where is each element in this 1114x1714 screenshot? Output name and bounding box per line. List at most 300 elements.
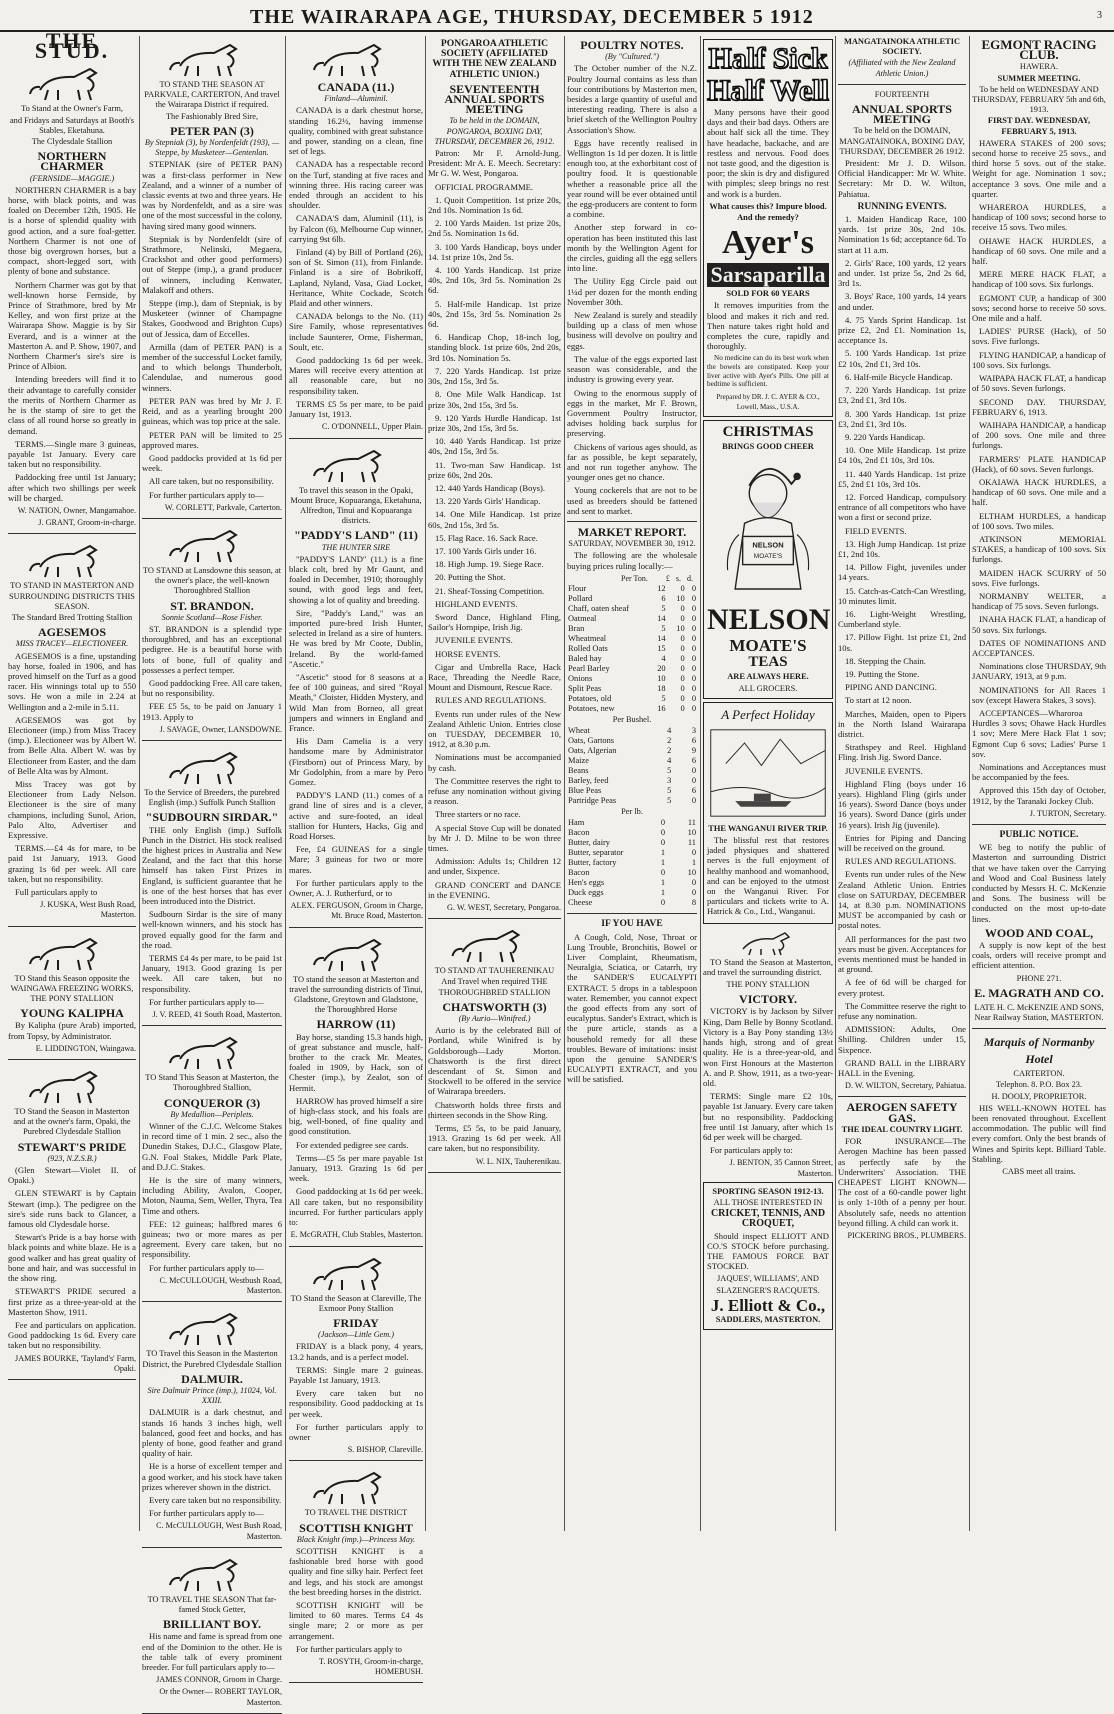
ad-heading: SPORTING SEASON 1912-13. (712, 1186, 824, 1196)
stud-advert (8, 932, 136, 1060)
race-item: FARMERS' PLATE HANDICAP (Hack), of 60 sovs. Seven furlongs. (972, 453, 1106, 474)
market-row (567, 878, 697, 888)
price-value: 12 (657, 583, 666, 593)
column-adverts (703, 36, 833, 1531)
advertiser-signature: JAMES CONNOR, Groom in Charge. (156, 1675, 282, 1685)
programme-item: 8. 300 Yards Handicap. 1st prize £3, 2nd £1, 3rd 10s. (838, 408, 966, 429)
advert-paragraph: 11. Two-man Saw Handicap. 1st prize 60s, 2nd 20s. (428, 459, 561, 480)
stud-advert (289, 1466, 423, 1683)
ad-headline: Half Well (707, 74, 829, 107)
divider (838, 1096, 966, 1097)
stud-advert (142, 38, 282, 519)
pedigree-line: Sire Dalmuir Prince (imp.), 11024, Vol. XXIII. (147, 1385, 277, 1406)
race-item: OHAWE HACK HURDLES, a handicap of 60 sovs. One mile and a half. (972, 235, 1106, 267)
commodity-name: Oats, Gartons (568, 736, 615, 746)
advert-paragraph: TERMS.—Single mare 3 guineas, payable 1st January. Every care taken but no responsibility. (8, 438, 136, 470)
advert-paragraph: All care taken, but no responsibility. (149, 476, 274, 487)
ad-headline: Half Sick (708, 42, 828, 75)
advert-paragraph: 20. Putting the Shot. (435, 572, 506, 583)
market-row (567, 704, 697, 714)
horse-name: "SUDBOURN SIRDAR." (145, 810, 279, 825)
section-heading: THE STUD. (34, 28, 110, 64)
commodity-name: Barley, feed (568, 776, 609, 786)
advert-paragraph: 15. Flag Race. 16. Sack Race. (435, 532, 538, 543)
market-row (567, 584, 697, 594)
horse-name: BRILLIANT BOY. (162, 1617, 262, 1632)
price-value: 0 (680, 703, 685, 713)
advert-paragraph: 7. 220 Yards Handicap. 1st prize 30s, 2nd 15s, 3rd 5s. (428, 365, 561, 387)
horse-name: FRIDAY (333, 1315, 379, 1330)
price-value: 1 (691, 858, 696, 868)
club-place: HAWERA. (1019, 62, 1059, 72)
advert-line: TO Stand the Season in Masterton and at the owner's farm, Opaki, the Purebred Clydesdale Stallion (13, 1107, 131, 1137)
price-value: 0 (691, 603, 696, 613)
advert-paragraph: Chatsworth holds three firsts and thirteen seconds in the Show Ring. (428, 1099, 561, 1120)
advertiser-signature: E. McGRATH, Club Stables, Masterton. (290, 1230, 423, 1240)
advert-paragraph: "PADDY'S LAND" (11.) is a fine black colt, bred by Mr Gaunt, and foaled in December, 1910; thoroughly sound, with good legs and feet, showing a lot of quality and breeding. (289, 553, 423, 605)
divider (8, 926, 136, 927)
market-table-ton (567, 584, 697, 714)
commodity-name: Pearl Barley (568, 663, 610, 673)
advert-paragraph: CANADA is a dark chestnut horse, standing 16.2½, having immense quality, combined with great substance and power, standing on a clean, fine set of legs. (289, 105, 423, 157)
advert-paragraph: PETER PAN was bred by Mr J. F. Reid, and as a yearling brought 200 guineas, which was top price at the sale. (142, 395, 282, 427)
horse-illustration (289, 1466, 423, 1506)
market-row (567, 654, 697, 664)
advert-paragraph: Winner of the C.J.C. Welcome Stakes in record time of 1 min. 2 sec., also the Dunedin Stakes, D.J.C., Glasgow Plate, G.N. Foal Stakes, Middle Park Plate, and D.J.C. Stakes. (142, 1121, 282, 1172)
stud-advert (142, 1553, 282, 1714)
price-value: 14 (657, 613, 666, 623)
advert-paragraph: Admission: Adults 1s; Children 12 and under, Sixpence. (428, 856, 561, 877)
programme-item: 2. Girls' Race, 100 yards, 12 years and under. 1st prize 5s, 2nd 2s 6d, 3rd 1s. (838, 257, 966, 289)
pedigree-line: By Stepniak (3), by Nordenfeldt (193), —Steppe, by Musketeer—Gentenlan. (144, 138, 280, 158)
price-value: 0 (691, 633, 696, 643)
advert-paragraph: OFFICIAL PROGRAMME. (435, 181, 534, 192)
market-row (567, 818, 697, 828)
price-value: 6 (691, 756, 696, 766)
advert-paragraph: Stewart's Pride is a bay horse with black points and white blaze. He is a good walker and has great quality of bone and hair, and was successful in the show ring. (8, 1232, 136, 1284)
brand-name: TEAS (748, 654, 788, 671)
market-table-lb (567, 818, 697, 908)
race-item: HAWERA STAKES of 200 sovs; second horse to receive 25 sovs., and third horse 5 sovs. out of the stake. Weight for age. Nomination 1 sov.; acceptance 3 sovs. One mile and a quarter. (972, 137, 1106, 199)
advert-paragraph: CANADA has a respectable record on the Turf, standing at five races and winning three. His racing career was ended through an accident to his shoulder. (289, 159, 423, 211)
brand-name: NELSON (707, 603, 831, 637)
race-item: WHAREROA HURDLES, a handicap of 100 sovs; second horse to receive 15 sovs. Two miles. (972, 202, 1106, 233)
advert-line: The Clydesdale Stallion (31, 137, 113, 147)
price-value: 0 (691, 623, 696, 633)
advertiser-signature: JAMES BOURKE, 'Tayland's' Farm, Opaki. (15, 1353, 136, 1373)
race-item: ATKINSON MEMORIAL STAKES, a handicap of 100 sovs. Six furlongs. (972, 533, 1106, 565)
ad-question: And the remedy? (737, 213, 799, 223)
stud-advert (142, 746, 282, 1026)
advert-paragraph: Full particulars apply to (15, 887, 98, 898)
advert-paragraph: Terms, £5 5s, to be paid January, 1913. Grazing 1s 6d per week. All care taken, but no responsibility. (428, 1123, 561, 1154)
commodity-name: Bacon (568, 868, 590, 878)
price-value: 1 (660, 858, 666, 868)
advert-paragraph: Steppe (imp.), dam of Stepniak, is by Musketeer (winner of Champagne Stakes, Goodwood and Brighton Cups) out of Jessica, dam of Eccelles. (142, 298, 282, 339)
nelson-tea-advert (703, 420, 833, 699)
commodity-name: Onions (568, 673, 593, 683)
price-value: 0 (660, 868, 666, 878)
price-value: 0 (660, 838, 666, 848)
advert-paragraph: Sudbourn Sirdar is the sire of many well-known winners, and his stock has proved equally good for the farm and the road. (142, 909, 282, 950)
hotel-place: CARTERTON. (1013, 1069, 1065, 1079)
price-value: 0 (680, 673, 685, 683)
price-value: 0 (680, 603, 685, 613)
poultry-paragraph: The value of the eggs exported last season was considerable, and the industry is growing every year. (567, 353, 697, 385)
advert-paragraph: He is a horse of excellent temper and a good worker, and his stock have taken prizes wherever shown in the district. (142, 1461, 282, 1492)
price-value: 10 (676, 623, 685, 633)
advert-paragraph: CANADA belongs to the No. (11) Sire Family, whose representatives include Saunterer, Orme, Fisherman, Soult, etc. (289, 311, 423, 352)
advert-paragraph: 5. Half-mile Handicap. 1st prize 40s, 2nd 15s, 3rd 5s. Nomination 2s 6d. (428, 298, 561, 330)
horse-illustration (142, 524, 282, 564)
race-item: FLYING HANDICAP, a handicap of 100 sovs. Six furlongs. (972, 349, 1106, 370)
advert-paragraph: Every care taken but no responsibility. (149, 1494, 282, 1505)
price-value: 10 (687, 868, 696, 878)
horse-name: AGESEMOS (37, 625, 106, 640)
meeting-programme (838, 214, 966, 1078)
victory-advert (703, 927, 833, 1179)
ad-body: A Cough, Cold, Nose, Throat or Lung Trouble, Bronchitis, Bowel or Liver Complaint, Rheumatism, Neuralgia, Sciatica, or Catarrh, try the SANDER'S EUCALYPTI EXTRACT. 5 drops in a tablespoon water. Remember, you cannot expect the good effects from any sort of eucalyptus. Sander's Extract, which is the pure article, stands as a household remedy for all these troubles. Beware of imitations: insist upon the genuine SANDER'S EUCALYPTI EXTRACT, and you will be satisfied. (567, 931, 697, 1085)
race-item: Nominations and Acceptances must be accompanied by the fees. (972, 762, 1106, 783)
advertiser-signature: G. W. WEST, Secretary, Pongaroa. (447, 903, 561, 913)
meeting-name: SUMMER MEETING. (997, 73, 1081, 83)
programme-item: All performances for the past two years must be given. Acceptances for events mentioned must be handed in at ground. (838, 933, 966, 975)
divider (972, 1028, 1106, 1029)
divider (567, 913, 697, 914)
commodity-name: Bacon (568, 828, 590, 838)
horse-illustration (8, 539, 136, 579)
advert-line: TO stand the season at Masterton and travel the surrounding districts of Tinui, Gladstone, Greytown and Gladstone, the Thoroughbred Horse (289, 974, 423, 1015)
ad-subhead: THE PONY STALLION (726, 980, 810, 990)
market-row (567, 736, 697, 746)
price-value: 11 (687, 818, 696, 828)
ad-script-title: A Perfect Holiday (721, 706, 815, 722)
market-row (567, 726, 697, 736)
price-value: 5 (661, 623, 666, 633)
price-value: 10 (687, 828, 696, 838)
market-table-bushel (567, 726, 697, 806)
hotel-proprietor: H. DOOLY, PROPRIETOR. (991, 1091, 1087, 1101)
market-columns (567, 574, 697, 584)
commodity-name: Duck eggs (568, 888, 604, 898)
brand-name: Sarsaparilla (707, 263, 829, 287)
programme-item: 15. Catch-as-Catch-Can Wrestling, 10 minutes limit. (838, 585, 966, 606)
ad-body: Should inspect ELLIOTT AND CO.'S STOCK before purchasing. THE FAMOUS FORCE BAT STOCKED. (707, 1230, 829, 1272)
ad-heading: THE WANGANUI RIVER TRIP. (708, 823, 828, 833)
advert-paragraph: By Kalipha (pure Arab) imported, from Topsy, by Administrator. (8, 1020, 136, 1041)
ad-body: It removes impurities from the blood and makes it rich and red. Then nature takes right hold and completes the cure, rapidly and thoroughly. (707, 300, 829, 352)
price-value: 4 (667, 756, 672, 766)
price-value: 5 (667, 766, 672, 776)
poultry-paragraph: The Utility Egg Circle paid out 1¼d per dozen for the month ending November 30th. (567, 276, 697, 307)
hotel-footer: CABS meet all trains. (1002, 1167, 1076, 1177)
advert-paragraph: TERMS: Single mare 2 guineas. Payable 1st January, 1913. (289, 1364, 423, 1385)
price-value: 6 (661, 593, 666, 603)
ad-line: SLAZENGER'S RACQUETS. (716, 1285, 820, 1295)
advertiser-signature: ALEX. FERGUSON, Groom in Charge, Mt. Bruce Road, Masterton. (290, 901, 423, 921)
advert-paragraph: Good paddocks provided at 1s 6d per week. (142, 452, 282, 474)
advertiser-signature: C. McCULLOUGH, Westbush Road, Masterton. (159, 1275, 282, 1296)
race-item: NOMINATIONS for All Races 1 sov (except Hawera Stakes, 3 sovs). (972, 684, 1106, 705)
price-value: 0 (660, 898, 666, 908)
advert-line: TO STAND at Lansdowne this season, at the owner's place, the well-known Thoroughbred Stallion (142, 565, 282, 596)
stud-advert (8, 62, 136, 534)
column-rule (425, 36, 426, 1531)
advert-paragraph: FRIDAY is a black pony, 4 years, 13.2 hands, and is a perfect model. (289, 1341, 423, 1362)
advertiser-signature: J. GRANT, Groom-in-charge. (38, 518, 136, 528)
club-title: EGMONT RACING CLUB. (981, 37, 1097, 63)
race-item: DATES OF NOMINATIONS AND ACCEPTANCES. (972, 637, 1106, 658)
price-value: 4 (661, 653, 666, 663)
advert-paragraph: HARROW has proved himself a sire of high-class stock, and his foals are big, well-boned, of fine quality and good constitution. (289, 1095, 423, 1137)
advert-line: TO Travel this Season in the Masterton District, the Purebred Clydesdale Stallion (142, 1349, 282, 1369)
price-value: 0 (680, 663, 685, 673)
price-value: 5 (667, 786, 672, 796)
advert-paragraph: Fee, £4 GUINEAS for a single Mare; 3 guineas for two or more mares. (289, 844, 423, 875)
secretary-signature: D. W. WILTON, Secretary, Pahiatua. (845, 1081, 966, 1091)
advert-paragraph: 13. 220 Yards Girls' Handicap. (435, 496, 541, 507)
meeting-title: ANNUAL SPORTS MEETING (852, 102, 952, 127)
price-value: 2 (667, 746, 672, 756)
price-value: 0 (691, 683, 696, 693)
pedigree-line: (923, N.Z.S.B.) (47, 1153, 97, 1163)
stud-advert (428, 81, 561, 919)
divider (289, 1460, 423, 1461)
advert-paragraph: HIGHLAND EVENTS. (435, 598, 518, 609)
programme-item: 4. 75 Yards Sprint Handicap. 1st prize £2, 2nd £1. Nomination 1s, acceptance 1s. (838, 314, 966, 346)
programme-item: Entries for Piping and Dancing will be received on the ground. (838, 832, 966, 854)
ayers-advert (703, 39, 833, 417)
advert-paragraph: JUVENILE EVENTS. (435, 635, 513, 646)
advertiser-signature: PICKERING BROS., PLUMBERS. (847, 1230, 966, 1240)
advert-paragraph: 14. One Mile Handicap. 1st prize 60s, 2nd 15s, 3rd 5s. (428, 509, 561, 530)
market-intro: The following are the wholesale buying prices ruling locally:— (567, 550, 697, 571)
stud-advert (289, 1252, 423, 1462)
market-row (567, 796, 697, 806)
price-value: 0 (680, 613, 685, 623)
advert-line: TO Stand This Season at Masterton, the Thoroughbred Stallion, (145, 1073, 279, 1093)
programme-item: ADMISSION: Adults, One Shilling. Children under 15, Sixpence. (838, 1024, 966, 1055)
ad-intro: TO Stand the Season at Masterton, and travel the surrounding district. (703, 956, 833, 977)
divider (8, 1059, 136, 1060)
divider (972, 824, 1106, 825)
programme-item: Strathspey and Reel. Highland Fling. Irish Jig. Sword Dance. (838, 742, 966, 763)
advert-paragraph: For extended pedigree see cards. (296, 1139, 409, 1150)
horse-name: VICTORY. (739, 992, 797, 1007)
advert-line: To the Service of Breeders, the purebred English (imp.) Suffolk Punch Stallion (144, 787, 280, 808)
ad-line: JAQUES', WILLIAMS', AND (717, 1274, 819, 1284)
unit-label: Per Bushel. (612, 714, 652, 724)
price-value: 0 (680, 693, 685, 703)
advert-paragraph: Intending breeders will find it to their advantage to carefully consider the merits of Northern Charmer as he is the stamp of sire to get the class of all round horse so greatly in demand. (8, 374, 136, 436)
commodity-name: Butter, dairy (568, 838, 610, 848)
price-value: 3 (667, 776, 672, 786)
hotel-name: Marquis of Normanby Hotel (983, 1035, 1095, 1067)
phone-number: PHONE 271. (1016, 973, 1062, 983)
price-value: 0 (680, 643, 685, 653)
advert-paragraph: CANADA'S dam, Aluminil (11), is by Falcon (6), Melbourne Cup winner, carrying 9st 6lb. (289, 213, 423, 244)
price-value: 5 (661, 693, 666, 703)
price-value: 0 (691, 776, 696, 786)
market-row (567, 694, 697, 704)
price-value: 6 (691, 786, 696, 796)
horse-name: NORTHERN CHARMER (37, 149, 107, 174)
commodity-name: Oatmeal (568, 613, 597, 623)
programme-item: Marches, Maiden, open to Pipers in the North Island Wairarapa district. (838, 708, 966, 739)
meeting-venue: To be held on the DOMAIN, MANGATAINOKA, BOXING DAY, THURSDAY, DECEMBER 26 1912. (839, 126, 965, 156)
stud-advert (8, 539, 136, 926)
advert-paragraph: His name and fame is spread from one end of the Dominion to the other. He is the table talk of every prominent breeder. For full particulars apply to— (142, 1631, 282, 1672)
programme-item: PIPING AND DANCING. (845, 682, 937, 693)
price-value: 0 (691, 653, 696, 663)
programme-item: The Committee reserve the right to refuse any nomination. (838, 1000, 966, 1022)
pedigree-line: Sonnie Scotland—Rose Fisher. (161, 612, 263, 622)
market-row (567, 868, 697, 878)
advert-paragraph: Stepniak is by Nordenfeldt (sire of Strathmore, Nelinski, Megaera, Crackshot and other good performers) out of Steppe (imp.), a grand producer of winners, including Kenwater, Malakoff and others. (142, 233, 282, 295)
advert-line: And Travel when required THE THOROUGHBRED STALLION (438, 977, 551, 997)
horse-name: CANADA (11.) (317, 80, 395, 94)
poultry-paragraph: New Zealand is surely and steadily building up a class of men whose business will devolve on poultry and eggs. (567, 310, 697, 351)
box-label: MOATE'S (753, 553, 783, 561)
ad-tagline: ALL GROCERS. (738, 683, 798, 693)
advert-paragraph: Good paddocking Free. All care taken, but no responsibility. (142, 677, 282, 699)
pedigree-line: THE HUNTER SIRE (321, 542, 391, 552)
ad-heading: IF YOU HAVE (601, 918, 663, 930)
advert-line: TO TRAVEL THE DISTRICT (304, 1508, 408, 1518)
programme-item: Highland Fling (boys under 16 years). Highland Fling (girls under 16 years). Sword Dance (boys under 16 years). Sword Dance (girls under 16 years). Irish Jig (juvenile). (838, 778, 966, 830)
advert-paragraph: THE only English (imp.) Suffolk Punch in the District. His stock realised the highest prices in Australia and New Zealand, and the fact that this horse himself has taken First Prizes in England, is sufficient guarantee that he is one of the best horses that has ever been introduced into the District. (142, 824, 282, 906)
commodity-name: Partridge Peas (568, 796, 617, 806)
market-row (567, 828, 697, 838)
advert-paragraph: Every care taken but no responsibility. Good paddocking at 1s per week. (289, 1388, 423, 1419)
poultry-paragraph: Chickens of various ages should, as far as possible, be kept separately, and not run together anyhow. The younger ones get no chance. (567, 441, 697, 483)
market-row (567, 664, 697, 674)
advert-paragraph: 12. 440 Yards Handicap (Boys). (435, 482, 546, 493)
advertiser-signature: S. BISHOP, Clareville. (347, 1445, 423, 1455)
commodity-name: Wheatmeal (568, 633, 607, 643)
advert-paragraph: The Committee reserves the right to refuse any nomination without giving a reason. (428, 775, 561, 807)
race-item: ACCEPTANCES—Wharoroa Hurdles 3 sovs; Ohawe Hack Hurdles 1 sov; Mere Mere Hack Flat 1 sov; Egmont Cup 6 sovs; Ladies' Purse 1 sov. (972, 707, 1106, 759)
market-row (567, 684, 697, 694)
price-value: 4 (667, 726, 672, 736)
pedigree-line: (FERNSIDE—MAGGIE.) (29, 173, 115, 183)
market-row (567, 838, 697, 848)
advert-paragraph: 10. 440 Yards Handicap. 1st prize 40s, 2nd 15s, 3rd 5s. (428, 436, 561, 457)
price-value: 0 (691, 693, 696, 703)
advert-line: TO STAND IN MASTERTON AND SURROUNDING DISTRICTS THIS SEASON. (9, 581, 135, 611)
market-row (567, 594, 697, 604)
commodity-name: Bran (568, 623, 585, 633)
advertiser-signature: J. SAVAGE, Owner, LANSDOWNE. (159, 724, 282, 734)
price-value: 0 (691, 663, 696, 673)
advert-paragraph: NORTHERN CHARMER is a bay horse, with black points, and was foaled on December 12th, 1905. He is a horse of splendid quality with good action, and a sure foal-getter. Northern Charmer is not one of those big overgrown horses, but a compact, short-legged sort, with plenty of bone and substance. (8, 184, 136, 277)
market-row (567, 604, 697, 614)
horse-name: YOUNG KALIPHA (20, 1006, 124, 1021)
ad-footer: SADDLERS, MASTERTON. (715, 1314, 821, 1324)
price-value: 0 (691, 766, 696, 776)
advert-paragraph: 18. High Jump. 19. Siege Race. (435, 559, 544, 570)
ad-tagline: ARE ALWAYS HERE. (727, 672, 809, 682)
advert-paragraph: 6. Handicap Chop, 18-inch log, standing block. 1st prize 60s, 2nd 20s, 3rd 10s. Nomination 5s. (428, 332, 561, 363)
race-item: OKAIAWA HACK HURDLES, a handicap of 60 sovs. One mile and a half. (972, 476, 1106, 508)
advert-line: and Fridays and Saturdays at Booth's Stables, Eketahuna. (9, 115, 135, 135)
poultry-byline: (By "Cultured.") (605, 52, 659, 62)
column-rule (835, 36, 836, 1531)
commodity-name: Hen's eggs (568, 878, 605, 888)
advert-paragraph: PADDY'S LAND (11.) comes of a grand line of sires and is a clever, active and sure-footed, an ideal stallion for Hunters, Hacks, Gig and Road Horses. (289, 790, 423, 841)
horse-illustration (703, 927, 833, 957)
commodity-name: Ham (568, 818, 585, 828)
advert-paragraph: For further particulars apply to— (149, 1508, 264, 1519)
divider (8, 1379, 136, 1380)
programme-item: JUVENILE EVENTS. (845, 765, 923, 776)
divider (142, 518, 282, 519)
river-illustration (707, 723, 829, 823)
divider (838, 84, 966, 85)
race-item: MERE MERE HACK FLAT, a handicap of 100 sovs. Six furlongs. (972, 269, 1106, 290)
advertiser-signature: E. LIDDINGTON, Waingawa. (35, 1043, 136, 1053)
column-pounds: £ (665, 573, 670, 583)
advert-paragraph: GLEN STEWART is by Captain Stewart (imp.). The pedigree on the sire's side runs back to Glancer, a famous old Clydesdale horse. (8, 1188, 136, 1230)
column-stud-3 (289, 36, 423, 1677)
wood-body: A supply is now kept of the best coals, orders will receive prompt and efficient attention. (972, 940, 1106, 971)
divider (289, 1682, 423, 1683)
poultry-body (567, 63, 697, 516)
horse-name: HARROW (11) (316, 1017, 396, 1032)
ad-headline: CRICKET, TENNIS, AND CROQUET, (710, 1208, 826, 1230)
divider (142, 1025, 282, 1026)
race-item: ELTHAM HURDLES, a handicap of 100 sovs. Two miles. (972, 510, 1106, 531)
pedigree-line: (By Aurio—Winifred.) (458, 1014, 531, 1024)
price-value: 2 (667, 736, 672, 746)
advertiser-signature: J. KUSKA, West Bush Road, Masterton. (40, 900, 136, 920)
ad-body: TERMS: Single mare £2 10s, payable 1st January. Every care taken but no responsibility. Paddocking free until 1st January, after which 1s 6d per week will be charged. (703, 1091, 833, 1142)
price-value: 5 (667, 796, 672, 806)
advert-paragraph: Bay horse, standing 15.3 hands high, of great substance and muscle, half-brother to the crack Mr. Meates, foaled in 1909, by Hack, son of Chester (imp.), by Zealot, son of Hermit. (289, 1031, 423, 1093)
advert-paragraph: 17. 100 Yards Girls under 16. (435, 545, 537, 556)
stud-advert (142, 1307, 282, 1547)
column-sports (428, 36, 561, 1531)
advert-paragraph: DALMUIR is a dark chestnut, and stands 16 hands 3 inches high, well balanced, good feet and hocks, and has plenty of bone, good feather and grand quality of hair. (142, 1407, 282, 1459)
advert-paragraph: Good paddocking 1s 6d per week. Mares will receive every attention at all reasonable care, but no responsibility taken. (289, 355, 423, 396)
commodity-name: Pollard (568, 593, 593, 603)
market-date: SATURDAY, NOVEMBER 30, 1912. (568, 539, 696, 549)
advert-paragraph: For further particulars apply to owner (289, 1421, 423, 1442)
advert-paragraph: TERMS £4 4s per mare, to be paid 1st January, 1913. Good grazing 1s per week. All care taken, but no responsibility. (142, 953, 282, 994)
advert-paragraph: STEWART'S PRIDE secured a first prize as a three-year-old at the Masterton Show, 1911. (8, 1286, 136, 1317)
advert-paragraph: 1. Quoit Competition. 1st prize 20s, 2nd 10s. Nomination 1s 6d. (428, 194, 561, 216)
unit-label: Per lb. (621, 807, 643, 817)
advert-paragraph: Three starters or no race. (435, 809, 521, 820)
horse-illustration (289, 38, 423, 78)
stud-advert (142, 524, 282, 741)
programme-item: 3. Boys' Race, 100 yards, 14 years and under. (838, 291, 966, 312)
price-value: 0 (691, 593, 696, 603)
column-poultry-market (567, 36, 697, 1531)
price-value: 10 (657, 673, 666, 683)
horse-illustration (142, 38, 282, 78)
pedigree-line: Finland—Aluminil. (324, 94, 388, 104)
race-item: SECOND DAY. THURSDAY, FEBRUARY 6, 1913. (972, 396, 1106, 417)
market-row (567, 888, 697, 898)
price-value: 3 (691, 726, 696, 736)
brand-name: MOATE'S (729, 636, 807, 656)
price-value: 0 (691, 583, 696, 593)
price-value: 16 (657, 703, 666, 713)
section-subheading: RUNNING EVENTS. (857, 200, 947, 212)
horse-illustration (289, 933, 423, 973)
poultry-paragraph: The October number of the N.Z. Poultry Journal contains as less than four contributions by Masterton men, besides a large quantity of useful and interesting reading. There is also a brief sketch of the Wellington Poultry Association's Show. (567, 63, 697, 135)
